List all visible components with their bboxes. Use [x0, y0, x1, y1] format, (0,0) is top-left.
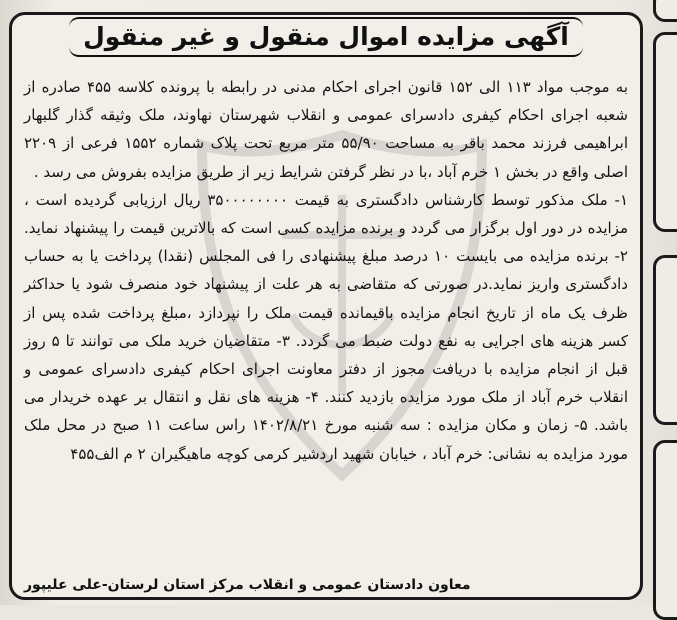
notice-title [12, 17, 640, 57]
notice-signature: معاون دادستان عمومی و انقلاب مرکز استان لرستان-علی علیپور [24, 577, 471, 593]
notice-title-text: آگهی مزایده اموال منقول و غیر منقول [69, 17, 583, 57]
notice-body [24, 73, 628, 468]
adjacent-box-frame [653, 440, 677, 620]
adjacent-column-edge [647, 0, 677, 605]
adjacent-box-frame [653, 0, 677, 22]
notice-terms-paragraph: ۱- ملک مذکور توسط کارشناس دادگستری به قیمت ۳۵۰۰۰۰۰۰۰۰ ریال ارزیابی گردیده است ، مزایده در دور اول برگزار می گردد و برنده مزایده کسی است که بالاترین قیمت را پیشنهاد نماید. ۲- برنده مزایده می بایست ۱۰ درصد مبلغ پیشنهادی را فی المجلس (نقدا) پرداخت یا به حساب دادگستری واریز نماید.در صورتی که متقاضی به هر علت از پیشنهاد خود منصرف شود یا حداکثر ظرف یک ماه از تاریخ انجام مزایده باقیمانده قیمت ملک را نپردازد ،مبلغ پرداخت شده پس از کسر هزینه های اجرایی به نفع دولت ضبط می گردد. ۳- متقاضیان خرید ملک می توانند تا ۵ روز قبل از انجام مزایده با دریافت مجوز از دفتر معاونت اجرای احکام کیفری دادسرای عمومی و انقلاب خرم آباد از ملک مورد مزایده بازدید کنند. ۴- هزینه های نقل و انتقال بر عهده خریدار می باشد. ۵- زمان و مکان مزایده : سه شنبه مورخ ۱۴۰۲/۸/۲۱ راس ساعت ۱۱ صبح در محل ملک مورد مزایده به نشانی: خرم آباد ، خیابان شهید اردشیر کرمی کوچه ماهیگیران ۲ م الف۴۵۵ [24, 190, 629, 463]
adjacent-box-frame [653, 32, 677, 232]
notice-intro-paragraph: به موجب مواد ۱۱۳ الی ۱۵۲ قانون اجرای احکام مدنی در رابطه با پرونده کلاسه ۴۵۵ صادره از شعبه اجرای احکام کیفری دادسرای عمومی و انقلاب شهرستان نهاوند، ملک وثیقه گذار گلبهار ابراهیمی فرزند محمد باقر به مساحت ۵۵/۹۰ متر مربع تحت پلاک شماره ۱۵۵۲ فرعی از ۲۲۰۹ اصلی واقع در بخش ۱ خرم آباد ،با در نظر گرفتن شرایط زیر از طریق مزایده بفروش می رسد . [24, 78, 629, 181]
auction-notice [9, 12, 643, 600]
adjacent-box-frame [653, 255, 677, 425]
